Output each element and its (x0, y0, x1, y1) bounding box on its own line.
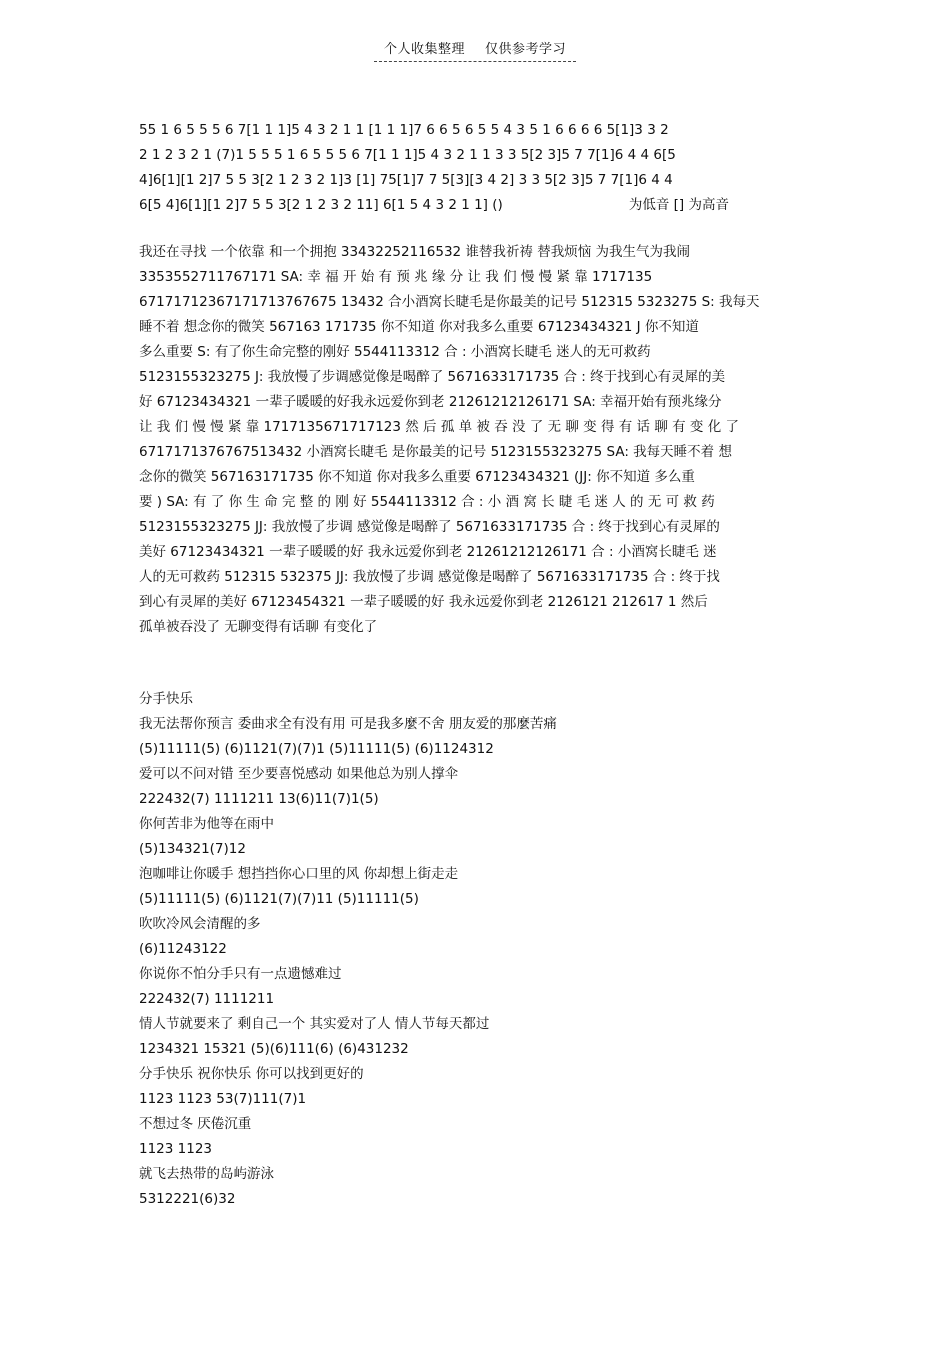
song-line: (5)11111(5) (6)1121(7)(7)11 (5)11111(5) (139, 891, 419, 907)
song-line: 我无法帮你预言 委曲求全有没有用 可是我多麼不舍 朋友爱的那麼苦痛 (139, 716, 557, 732)
song-line: 1123 1123 (139, 1141, 213, 1157)
song-line: 爱可以不问对错 至少要喜悦感动 如果他总为别人撑伞 (139, 766, 459, 782)
lyrics-block (139, 240, 811, 640)
notation-line: 55 1 6 5 5 5 6 7[1 1 1]5 4 3 2 1 1 [1 1 1]7 6 6 5 6 5 5 4 3 5 1 6 6 6 6 5[1]3 3 2 (139, 122, 669, 138)
notation-line: 2 1 2 3 2 1 (7)1 5 5 5 1 6 5 5 5 6 7[1 1 1]5 4 3 2 1 1 3 3 5[2 3]5 7 7[1]6 4 4 6[5 (139, 147, 676, 163)
lyrics-line: 好 67123434321 一辈子暖暖的好我永远爱你到老 21261212126171 SA: 幸福开始有预兆缘分 (139, 394, 722, 410)
lyrics-line: 67171712367171713767675 13432 合小酒窝长睫毛是你最美的记号 512315 5323275 S: 我每天 (139, 294, 760, 310)
lyrics-line: 3353552711767171 SA: 幸 福 开 始 有 预 兆 缘 分 让 我 们 慢 慢 紧 靠 1717135 (139, 269, 653, 285)
lyrics-line: 到心有灵犀的美好 67123454321 一辈子暖暖的好 我永远爱你到老 2126121 212617 1 然后 (139, 594, 708, 610)
notation-line-text: 6[5 4]6[1][1 2]7 5 5 3[2 1 2 3 2 11] 6[1 5 4 3 2 1 1] () (139, 197, 503, 213)
song-section (139, 687, 811, 1212)
song-line: (5)11111(5) (6)1121(7)(7)1 (5)11111(5) (6)1124312 (139, 741, 494, 757)
lyrics-line: 念你的微笑 567163171735 你不知道 你对我多么重要 67123434321 (JJ: 你不知道 多么重 (139, 469, 695, 485)
song-line: 不想过冬 厌倦沉重 (139, 1116, 252, 1132)
song-line: 1234321 15321 (5)(6)111(6) (6)431232 (139, 1041, 409, 1057)
lyrics-line: 多么重要 S: 有了你生命完整的刚好 5544113312 合 : 小酒窝长睫毛 迷人的无可救药 (139, 344, 651, 360)
song-line: 情人节就要来了 剩自己一个 其实爱对了人 情人节每天都过 (139, 1016, 490, 1032)
song-line: 就飞去热带的岛屿游泳 (139, 1166, 274, 1182)
lyrics-line: 6717171376767513432 小酒窝长睫毛 是你最美的记号 5123155323275 SA: 我每天睡不着 想 (139, 444, 732, 460)
document-body (139, 118, 811, 1212)
lyrics-line: 美好 67123434321 一辈子暖暖的好 我永远爱你到老 21261212126171 合 : 小酒窝长睫毛 迷 (139, 544, 717, 560)
notation-line: 4]6[1][1 2]7 5 5 3[2 1 2 3 2 1]3 [1] 75[1]7 7 5[3][3 4 2] 3 3 5[2 3]5 7 7[1]6 4 4 (139, 172, 673, 188)
song-line: 你说你不怕分手只有一点遗憾难过 (139, 966, 342, 982)
header-left-text: 个人收集整理 (383, 42, 465, 57)
song-line: 222432(7) 1111211 13(6)11(7)1(5) (139, 791, 379, 807)
song-line: (5)134321(7)12 (139, 841, 246, 857)
lyrics-line: 让 我 们 慢 慢 紧 靠 1717135671717123 然 后 孤 单 被 吞 没 了 无 聊 变 得 有 话 聊 有 变 化 了 (139, 419, 739, 435)
lyrics-line: 我还在寻找 一个依靠 和一个拥抱 33432252116532 谁替我祈祷 替我烦恼 为我生气为我闹 (139, 244, 690, 260)
song-line: 5312221(6)32 (139, 1191, 236, 1207)
notation-block (139, 118, 811, 218)
song-line: (6)11243122 (139, 941, 227, 957)
song-line: 222432(7) 1111211 (139, 991, 275, 1007)
song-line: 分手快乐 祝你快乐 你可以找到更好的 (139, 1066, 364, 1082)
page-header (0, 38, 950, 62)
lyrics-line: 5123155323275 JJ: 我放慢了步调 感觉像是喝醉了 5671633171735 合 : 终于找到心有灵犀的 (139, 519, 720, 535)
song-title: 分手快乐 (139, 691, 193, 707)
song-line: 你何苦非为他等在雨中 (139, 816, 274, 832)
header-right-text: 仅供参考学习 (485, 42, 567, 57)
lyrics-line: 要 ) SA: 有 了 你 生 命 完 整 的 刚 好 5544113312 合 : 小 酒 窝 长 睫 毛 迷 人 的 无 可 救 药 (139, 494, 715, 510)
song-line: 吹吹冷风会清醒的多 (139, 916, 261, 932)
lyrics-line: 睡不着 想念你的微笑 567163 171735 你不知道 你对我多么重要 67123434321 J 你不知道 (139, 319, 699, 335)
lyrics-line: 人的无可救药 512315 532375 JJ: 我放慢了步调 感觉像是喝醉了 5671633171735 合 : 终于找 (139, 569, 720, 585)
lyrics-line: 5123155323275 J: 我放慢了步调感觉像是喝醉了 5671633171735 合 : 终于找到心有灵犀的美 (139, 369, 726, 385)
lyrics-line: 孤单被吞没了 无聊变得有话聊 有变化了 (139, 619, 378, 635)
notation-legend: 为低音 [] 为高音 (628, 197, 729, 213)
song-line: 1123 1123 53(7)111(7)1 (139, 1091, 307, 1107)
header-label (374, 38, 576, 62)
song-line: 泡咖啡让你暖手 想挡挡你心口里的风 你却想上街走走 (139, 866, 459, 882)
notation-last-line (139, 193, 729, 218)
